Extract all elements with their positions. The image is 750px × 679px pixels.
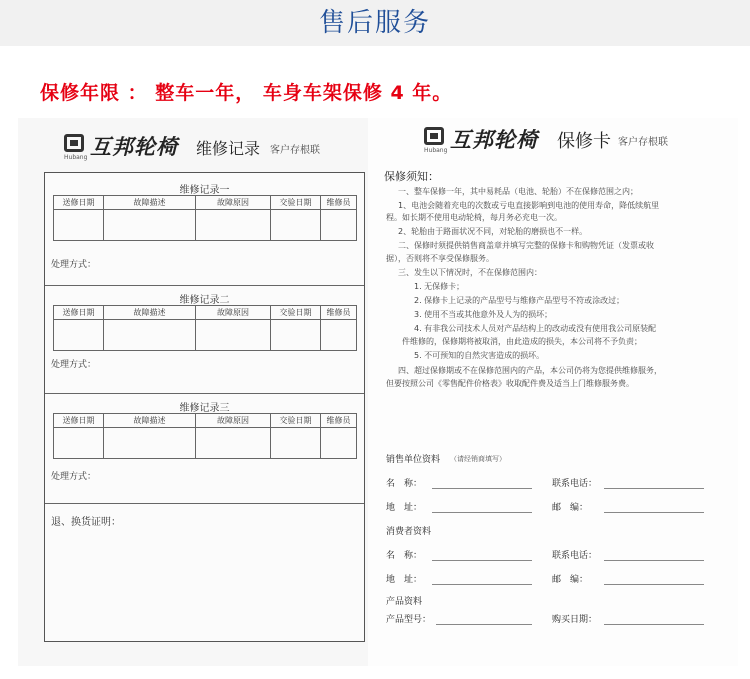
col-fault-cause: 故障原因 <box>196 196 271 210</box>
dealer-address-field[interactable] <box>432 512 532 513</box>
cell-repairer[interactable] <box>321 428 357 459</box>
notice-line: 2. 保修卡上记录的产品型号与维修产品型号不符或涂改过； <box>414 296 625 305</box>
process-label: 处理方式： <box>51 260 97 270</box>
left-brand-en: Hubang <box>64 154 88 161</box>
notice-line: 二、保修时须提供销售商盖章并填写完整的保修卡和购物凭证（发票或收 <box>398 241 654 250</box>
col-send-date: 送修日期 <box>54 306 104 320</box>
consumer-address-label: 地 址： <box>386 575 423 585</box>
repair-table <box>53 195 357 241</box>
right-brand-name: 互邦轮椅 <box>450 128 538 152</box>
consumer-info-title: 消费者资料 <box>386 527 432 537</box>
cell-fault-cause[interactable] <box>196 210 271 241</box>
dealer-name-field[interactable] <box>432 488 532 489</box>
notice-line: 三、发生以下情况时，不在保修范围内： <box>398 268 542 277</box>
notice-line: 4. 有非我公司技术人员对产品结构上的改动或没有使用我公司原装配 <box>414 324 657 333</box>
dealer-info-title: 销售单位资料 <box>386 455 441 465</box>
cell-fault-cause[interactable] <box>196 428 271 459</box>
notice-title: 保修须知： <box>384 170 439 183</box>
cell-fault-desc[interactable] <box>104 210 196 241</box>
col-send-date: 送修日期 <box>54 196 104 210</box>
col-repairer: 维修员 <box>321 414 357 428</box>
right-doc-title: 保修卡 <box>557 131 611 152</box>
col-fault-desc: 故障描述 <box>104 414 196 428</box>
notice-line: 件维修的，保修期将被取消，由此造成的损失，本公司将不予负责； <box>402 337 642 346</box>
col-repairer: 维修员 <box>321 306 357 320</box>
notice-line: 程。如长期不使用电动轮椅，每月务必充电一次。 <box>386 213 562 222</box>
brand-logo-icon <box>424 127 444 145</box>
left-doc-title: 维修记录 <box>196 139 261 158</box>
left-brand-name: 互邦轮椅 <box>90 135 178 159</box>
section-caption: 维修记录二 <box>179 295 230 306</box>
exchange-proof-label: 退、换货证明： <box>51 517 121 528</box>
cell-send-date[interactable] <box>54 210 104 241</box>
cell-send-date[interactable] <box>54 320 104 351</box>
purchase-date-label: 购买日期： <box>552 615 598 625</box>
cell-check-date[interactable] <box>271 428 321 459</box>
cell-fault-desc[interactable] <box>104 428 196 459</box>
product-model-field[interactable] <box>436 624 532 625</box>
consumer-name-field[interactable] <box>432 560 532 561</box>
notice-line: 1、电池会随着充电的次数或亏电直接影响到电池的使用寿命，降低续航里 <box>398 201 660 210</box>
consumer-phone-field[interactable] <box>604 560 704 561</box>
cell-fault-desc[interactable] <box>104 320 196 351</box>
dealer-info-note: （请经销商填写） <box>450 455 506 463</box>
col-fault-cause: 故障原因 <box>196 414 271 428</box>
divider <box>45 393 364 394</box>
dealer-phone-label: 联系电话： <box>552 479 598 489</box>
left-doc-subtitle: 客户存根联 <box>270 145 320 156</box>
cell-check-date[interactable] <box>271 210 321 241</box>
notice-line: 但要按照公司《零售配件价格表》收取配件费及适当上门维修服务费。 <box>386 379 634 388</box>
col-check-date: 交验日期 <box>271 414 321 428</box>
dealer-address-label: 地 址： <box>386 503 423 513</box>
notice-line: 据），否则将不享受保修服务。 <box>386 254 494 263</box>
dealer-postcode-label: 邮 编： <box>552 503 589 513</box>
section-caption: 维修记录一 <box>179 185 230 196</box>
repair-record-form <box>44 172 365 642</box>
dealer-phone-field[interactable] <box>604 488 704 489</box>
consumer-name-label: 名 称： <box>386 551 423 561</box>
repair-table <box>53 305 357 351</box>
page-header <box>0 0 750 46</box>
divider <box>45 503 364 504</box>
col-check-date: 交验日期 <box>271 306 321 320</box>
section-caption: 维修记录三 <box>179 403 230 414</box>
process-label: 处理方式： <box>51 472 97 482</box>
page-title: 售后服务 <box>318 8 431 38</box>
cell-repairer[interactable] <box>321 320 357 351</box>
notice-line: 3. 使用不当或其他意外及人为的损坏； <box>414 310 553 319</box>
product-info-title: 产品资料 <box>386 597 423 607</box>
divider <box>45 285 364 286</box>
col-send-date: 送修日期 <box>54 414 104 428</box>
notice-line: 2、轮胎由于路面状况不同，对轮胎的磨损也不一样。 <box>398 227 588 236</box>
right-brand-en: Hubang <box>424 147 448 154</box>
product-model-label: 产品型号： <box>386 615 432 625</box>
warranty-period-text: 保修年限 ： 整车一年， 车身车架保修 4 年。 <box>40 82 453 104</box>
col-repairer: 维修员 <box>321 196 357 210</box>
repair-table <box>53 413 357 459</box>
cell-send-date[interactable] <box>54 428 104 459</box>
brand-logo-icon <box>64 134 84 152</box>
consumer-postcode-field[interactable] <box>604 584 704 585</box>
dealer-postcode-field[interactable] <box>604 512 704 513</box>
cell-check-date[interactable] <box>271 320 321 351</box>
notice-line: 四、超过保修期或不在保修范围内的产品，本公司仍将为您提供维修服务， <box>398 366 662 375</box>
cell-repairer[interactable] <box>321 210 357 241</box>
notice-line: 1. 无保修卡； <box>414 282 465 291</box>
consumer-address-field[interactable] <box>432 584 532 585</box>
col-fault-desc: 故障描述 <box>104 306 196 320</box>
col-fault-desc: 故障描述 <box>104 196 196 210</box>
dealer-name-label: 名 称： <box>386 479 423 489</box>
process-label: 处理方式： <box>51 360 97 370</box>
notice-line: 5. 不可预知的自然灾害造成的损坏。 <box>414 351 545 360</box>
col-check-date: 交验日期 <box>271 196 321 210</box>
purchase-date-field[interactable] <box>604 624 704 625</box>
right-doc-subtitle: 客户存根联 <box>618 137 668 148</box>
notice-line: 一、整车保修一年，其中易耗品（电池、轮胎）不在保修范围之内； <box>398 187 638 196</box>
consumer-postcode-label: 邮 编： <box>552 575 589 585</box>
consumer-phone-label: 联系电话： <box>552 551 598 561</box>
cell-fault-cause[interactable] <box>196 320 271 351</box>
col-fault-cause: 故障原因 <box>196 306 271 320</box>
